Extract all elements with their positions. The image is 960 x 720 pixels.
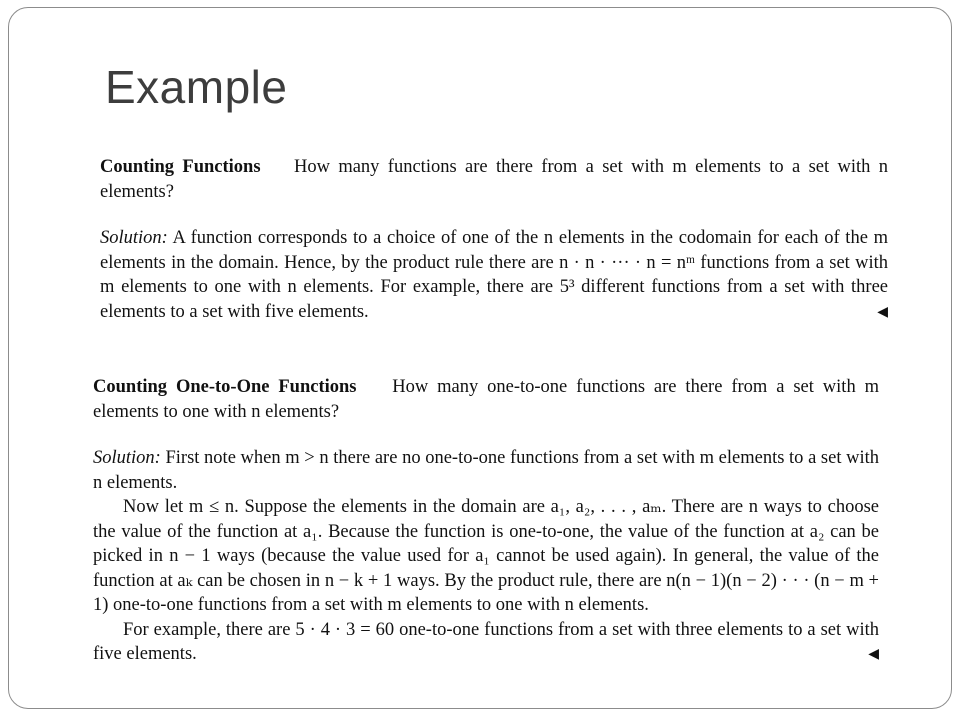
solution-paragraph [93, 446, 879, 495]
example-heading: Counting One-to-One Functions [93, 377, 357, 397]
solution-label: Solution: [100, 228, 168, 248]
solution-text: A function corresponds to a choice of one of the n elements in the codomain for each of the m elements in the domain. Hence, by the product rule there are n · n · ··· · n = nᵐ functions from a set with m elements to one with n elements. For example, there are 5³ different functions from a set with three elements to a set with five elements. [100, 228, 888, 322]
end-of-example-icon: ◀ [868, 646, 879, 662]
example-question [93, 375, 879, 424]
slide-title: Example [105, 61, 288, 113]
counting-functions-example [100, 155, 888, 324]
paragraph-three-text: For example, there are 5 · 4 · 3 = 60 one-to-one functions from a set with three elements to a set with five elements. [93, 619, 879, 664]
solution-paragraph [100, 226, 888, 324]
end-of-example-icon: ◀ [877, 303, 888, 320]
example-heading: Counting Functions [100, 157, 261, 177]
solution-paragraph-three [93, 618, 879, 667]
example-question [100, 155, 888, 204]
question-text: How many functions are there from a set with m elements to a set with n elements? [100, 157, 889, 202]
solution-paragraph-two: Now let m ≤ n. Suppose the elements in the domain are a₁, a₂, . . . , aₘ. There are n ways to choose the value of the function at a₁. Because the function is one-to-one, the value of the function at a₂ can be picked in n − 1 ways (because the value used for a₁ cannot be used again). In general, the value of the function at aₖ can be chosen in n − k + 1 ways. By the product rule, there are n(n − 1)(n − 2) · · · (n − m + 1) one-to-one functions from a set with m elements to one with n elements. [93, 497, 879, 615]
question-text: How many one-to-one functions are there from a set with m elements to one with n elements? [93, 377, 880, 422]
solution-label: Solution: [93, 448, 161, 468]
solution-text: First note when m > n there are no one-to-one functions from a set with m elements to a set with n elements. [93, 448, 879, 493]
counting-one-to-one-functions-example [93, 375, 879, 667]
